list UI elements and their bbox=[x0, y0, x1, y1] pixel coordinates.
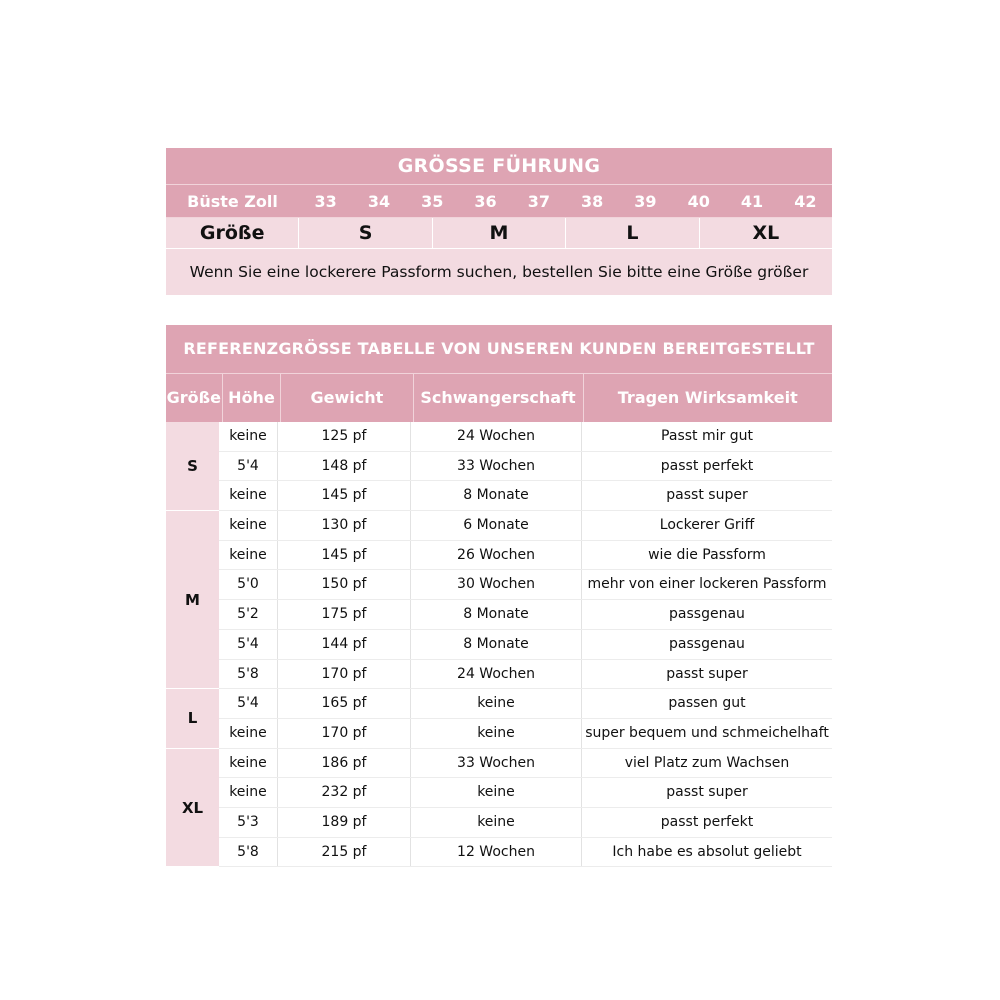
bust-value: 36 bbox=[474, 191, 497, 211]
pregnancy-cell: 30 Wochen bbox=[411, 570, 582, 599]
fit-cell: super bequem und schmeichelhaft bbox=[585, 724, 829, 741]
size-xl: XL bbox=[752, 222, 780, 244]
header-height: Höhe bbox=[223, 374, 282, 422]
height-cell: 5'3 bbox=[219, 808, 278, 837]
weight-cell: 186 pf bbox=[278, 749, 411, 778]
weight-cell: 150 pf bbox=[278, 570, 411, 599]
table-row bbox=[219, 630, 832, 660]
weight-cell: 145 pf bbox=[278, 481, 411, 510]
pregnancy-cell: keine bbox=[411, 808, 582, 837]
bust-value: 39 bbox=[634, 191, 657, 211]
header-weight: Gewicht bbox=[281, 374, 413, 422]
reference-title: REFERENZGRÖSSE TABELLE VON UNSEREN KUNDEN BEREITGESTELLT bbox=[166, 325, 832, 374]
header-pregnancy: Schwangerschaft bbox=[414, 374, 584, 422]
height-cell: keine bbox=[219, 778, 278, 807]
size-group-label: S bbox=[166, 422, 219, 511]
pregnancy-cell: 26 Wochen bbox=[411, 541, 582, 570]
weight-cell: 175 pf bbox=[278, 600, 411, 629]
height-cell: keine bbox=[219, 481, 278, 510]
fit-cell: passgenau bbox=[669, 606, 745, 623]
table-row bbox=[219, 422, 832, 452]
weight-cell: 145 pf bbox=[278, 541, 411, 570]
size-group-label: M bbox=[166, 511, 219, 689]
pregnancy-cell: 8 Monate bbox=[411, 481, 582, 510]
fit-cell: Passt mir gut bbox=[661, 428, 753, 444]
fit-cell: passgenau bbox=[669, 635, 745, 652]
bust-values bbox=[299, 192, 832, 211]
height-cell: 5'4 bbox=[219, 630, 278, 659]
weight-cell: 130 pf bbox=[278, 511, 411, 540]
height-cell: 5'2 bbox=[219, 600, 278, 629]
pregnancy-cell: 33 Wochen bbox=[411, 749, 582, 778]
pregnancy-cell: 6 Monate bbox=[411, 511, 582, 540]
weight-cell: 170 pf bbox=[278, 719, 411, 748]
reference-table bbox=[166, 325, 832, 867]
height-cell: 5'8 bbox=[219, 838, 278, 867]
pregnancy-cell: keine bbox=[411, 689, 582, 718]
height-cell: keine bbox=[219, 749, 278, 778]
table-row bbox=[219, 689, 832, 719]
bust-value: 34 bbox=[367, 191, 391, 211]
bust-value: 38 bbox=[581, 191, 604, 211]
weight-cell: 189 pf bbox=[278, 808, 411, 837]
weight-cell: 215 pf bbox=[278, 838, 411, 867]
weight-cell: 165 pf bbox=[278, 689, 411, 718]
header-size: Größe bbox=[166, 374, 223, 422]
height-cell: 5'4 bbox=[219, 452, 278, 481]
table-row bbox=[219, 749, 832, 779]
table-row bbox=[219, 600, 832, 630]
reference-header-row bbox=[166, 374, 832, 422]
bust-value: 41 bbox=[740, 191, 764, 211]
table-row bbox=[219, 481, 832, 511]
pregnancy-cell: 12 Wochen bbox=[411, 838, 582, 867]
weight-cell: 170 pf bbox=[278, 660, 411, 689]
size-l: L bbox=[566, 218, 699, 248]
fit-cell: passt perfekt bbox=[660, 813, 754, 830]
fit-cell: passen gut bbox=[668, 695, 746, 712]
size-m: M bbox=[433, 218, 566, 248]
weight-cell: 125 pf bbox=[278, 422, 411, 451]
pregnancy-cell: 8 Monate bbox=[411, 630, 582, 659]
fit-cell: passt super bbox=[666, 487, 748, 504]
table-row bbox=[219, 778, 832, 808]
weight-cell: 148 pf bbox=[278, 452, 411, 481]
size-guide-note: Wenn Sie eine lockerere Passform suchen, bestellen Sie bitte eine Größe größer bbox=[166, 248, 832, 295]
pregnancy-cell: 33 Wochen bbox=[411, 452, 582, 481]
fit-cell: wie die Passform bbox=[648, 546, 766, 563]
reference-rows bbox=[219, 422, 832, 867]
bust-value: 40 bbox=[687, 191, 710, 211]
table-row bbox=[219, 511, 832, 541]
height-cell: 5'0 bbox=[219, 570, 278, 599]
table-row bbox=[219, 719, 832, 749]
fit-cell: passt super bbox=[666, 665, 748, 682]
height-cell: keine bbox=[219, 541, 278, 570]
fit-cell: passt super bbox=[666, 784, 748, 801]
weight-cell: 144 pf bbox=[278, 630, 411, 659]
bust-label: Büste Zoll bbox=[187, 191, 278, 211]
bust-value: 33 bbox=[314, 191, 337, 211]
pregnancy-cell: keine bbox=[411, 719, 582, 748]
pregnancy-cell: 8 Monate bbox=[411, 600, 582, 629]
height-cell: 5'8 bbox=[219, 660, 278, 689]
table-row bbox=[219, 452, 832, 482]
weight-cell: 232 pf bbox=[278, 778, 411, 807]
reference-body bbox=[166, 422, 832, 867]
table-row bbox=[219, 570, 832, 600]
bust-value: 42 bbox=[794, 191, 817, 211]
size-group-label: L bbox=[166, 689, 219, 748]
fit-cell: passt perfekt bbox=[660, 457, 754, 474]
size-group-label: XL bbox=[166, 749, 219, 868]
fit-cell: viel Platz zum Wachsen bbox=[624, 754, 790, 771]
height-cell: keine bbox=[219, 719, 278, 748]
size-guide-table bbox=[166, 148, 832, 295]
table-row bbox=[219, 541, 832, 571]
table-row bbox=[219, 808, 832, 838]
height-cell: keine bbox=[219, 511, 278, 540]
size-s: S bbox=[299, 218, 432, 248]
size-column bbox=[166, 422, 219, 867]
pregnancy-cell: 24 Wochen bbox=[411, 422, 582, 451]
bust-value: 35 bbox=[421, 191, 444, 211]
height-cell: 5'4 bbox=[219, 689, 278, 718]
table-row bbox=[219, 838, 832, 868]
fit-cell: mehr von einer lockeren Passform bbox=[587, 576, 827, 593]
bust-value: 37 bbox=[527, 191, 550, 211]
fit-cell: Lockerer Griff bbox=[659, 517, 755, 534]
table-row bbox=[219, 660, 832, 690]
header-fit: Tragen Wirksamkeit bbox=[617, 388, 798, 407]
height-cell: keine bbox=[219, 422, 278, 451]
size-label: Größe bbox=[166, 218, 299, 248]
size-row bbox=[166, 218, 832, 248]
pregnancy-cell: keine bbox=[411, 778, 582, 807]
bust-row bbox=[166, 184, 832, 218]
fit-cell: Ich habe es absolut geliebt bbox=[612, 843, 802, 860]
pregnancy-cell: 24 Wochen bbox=[411, 660, 582, 689]
size-guide-title: GRÖSSE FÜHRUNG bbox=[166, 148, 832, 184]
